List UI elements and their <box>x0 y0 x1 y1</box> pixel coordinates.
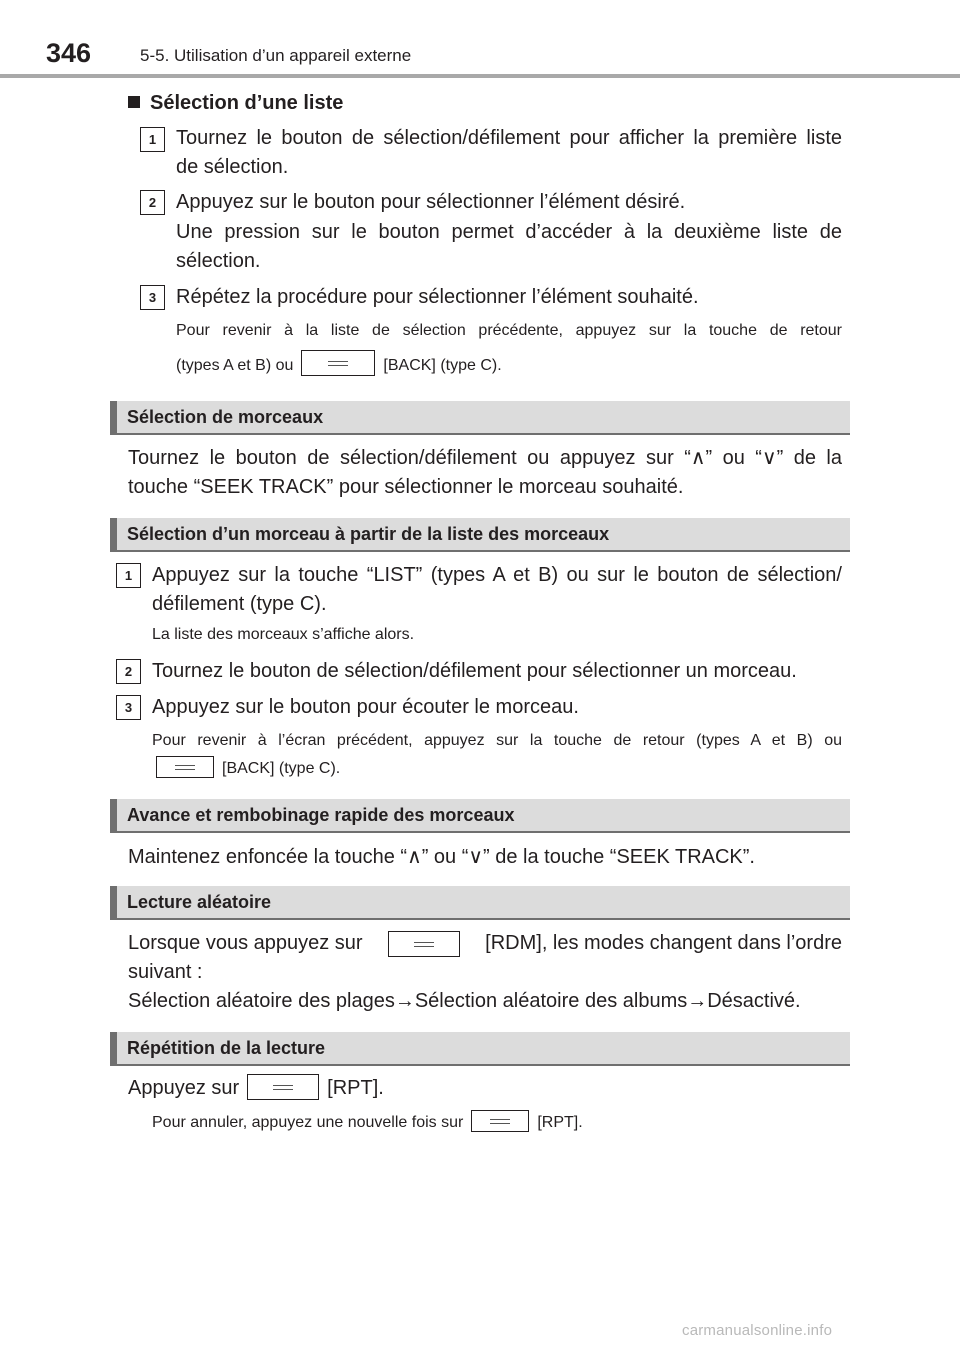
track-list-step2: Tournez le bouton de sélection/défilement pour sélectionner un morceau. <box>152 660 797 682</box>
watermark: carmanualsonline.info <box>682 1322 833 1339</box>
step-number-1: 1 <box>116 563 141 588</box>
section-heading-track-selection: Sélection de morceaux <box>110 401 850 435</box>
list-step2-line2: Une pression sur le bouton permet d’accéder à la deuxième liste de <box>176 221 842 243</box>
subsection-title-list-selection: Sélection d’une liste <box>128 92 343 115</box>
track-list-step3: Appuyez sur le bouton pour écouter le morceau. <box>152 696 579 718</box>
step-number-1: 1 <box>140 127 165 152</box>
list-step1-line2: de sélection. <box>176 156 289 178</box>
repeat-play-line1: Appuyez sur [RPT]. <box>128 1074 384 1103</box>
list-step3-line1: Répétez la procédure pour sélectionner l’élément souhaité. <box>176 286 699 308</box>
step-number-2: 2 <box>116 659 141 684</box>
back-key-icon <box>301 350 375 376</box>
rdm-key-icon <box>388 931 460 957</box>
list-step2-line1: Appuyez sur le bouton pour sélectionner l’élément désiré. <box>176 191 686 213</box>
list-step1-line1: Tournez le bouton de sélection/défilement pour afficher la première liste <box>176 127 842 149</box>
running-header: 5-5. Utilisation d’un appareil externe <box>140 46 412 65</box>
section-heading-track-list: Sélection d’un morceau à partir de la liste des morceaux <box>110 518 850 552</box>
back-key-icon <box>156 756 214 778</box>
list-note-line1: Pour revenir à la liste de sélection précédente, appuyez sur la touche de retour <box>176 322 842 339</box>
track-selection-line2: touche “SEEK TRACK” pour sélectionner le morceau souhaité. <box>128 476 684 498</box>
random-play-line1: Lorsque vous appuyez sur [RDM], les modes changent dans l’ordre <box>128 929 842 958</box>
section-heading-random-play: Lecture aléatoire <box>110 886 850 920</box>
track-selection-line1: Tournez le bouton de sélection/défilement ou appuyez sur “∧” ou “∨” de la <box>128 447 842 469</box>
rpt-key-icon <box>471 1110 529 1132</box>
step-number-2: 2 <box>140 190 165 215</box>
track-list-note-line1: Pour revenir à l’écran précédent, appuyez sur la touche de retour (types A et B) ou <box>152 732 842 749</box>
square-bullet-icon <box>128 96 140 108</box>
list-step2-line3: sélection. <box>176 250 261 272</box>
step-number-3: 3 <box>116 695 141 720</box>
rpt-key-icon <box>247 1074 319 1100</box>
fast-forward-line1: Maintenez enfoncée la touche “∧” ou “∨” de la touche “SEEK TRACK”. <box>128 846 755 868</box>
track-list-note-line2: [BACK] (type C). <box>152 754 340 784</box>
random-play-line2: suivant : <box>128 961 203 983</box>
repeat-play-note: Pour annuler, appuyez une nouvelle fois sur [RPT]. <box>152 1108 583 1138</box>
track-list-step1-note: La liste des morceaux s’affiche alors. <box>152 626 415 643</box>
section-heading-repeat-play: Répétition de la lecture <box>110 1032 850 1066</box>
section-heading-fast-forward: Avance et rembobinage rapide des morceaux <box>110 799 850 833</box>
list-note-line2: (types A et B) ou [BACK] (type C). <box>176 350 502 381</box>
track-list-step1-line1: Appuyez sur la touche “LIST” (types A et B) ou sur le bouton de sélection/ <box>152 564 842 586</box>
track-list-step1-line2: défilement (type C). <box>152 593 327 615</box>
step-number-3: 3 <box>140 285 165 310</box>
random-play-line3: Sélection aléatoire des plages→Sélection aléatoire des albums→Désactivé. <box>128 990 801 1012</box>
page-number: 346 <box>46 38 92 68</box>
header-divider <box>0 74 960 78</box>
